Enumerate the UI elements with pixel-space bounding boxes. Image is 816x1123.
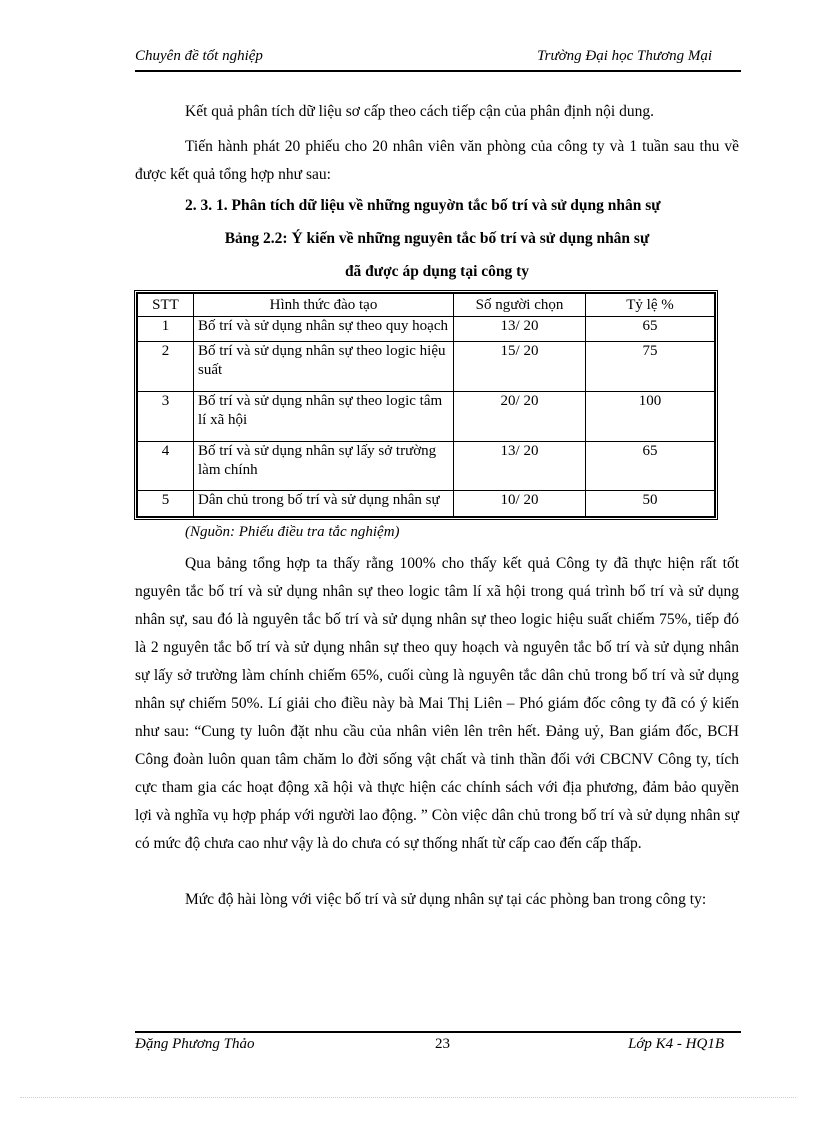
cell-form: Bố trí và sử dụng nhân sự theo logic tâm lí xã hội [194, 392, 454, 442]
cell-form: Dân chủ trong bố trí và sử dụng nhân sự [194, 491, 454, 517]
cell-percent: 75 [586, 342, 715, 392]
column-header-form: Hình thức đào tạo [194, 294, 454, 317]
header-document-type: Chuyên đề tốt nghiệp [135, 48, 263, 64]
cell-percent: 50 [586, 491, 715, 517]
survey-table [137, 293, 715, 517]
cell-stt: 3 [138, 392, 194, 442]
table-row [138, 392, 715, 442]
header-university: Trường Đại học Thương Mại [537, 48, 712, 64]
table-source-note: (Nguồn: Phiếu điều tra tắc nghiệm) [185, 524, 400, 540]
intro-paragraph: Tiến hành phát 20 phiếu cho 20 nhân viên văn phòng của công ty và 1 tuần sau thu về được kết quả tổng hợp như sau: [135, 138, 739, 183]
header-divider [135, 70, 741, 72]
column-header-stt: STT [138, 294, 194, 317]
cell-stt: 1 [138, 317, 194, 342]
cell-count: 20/ 20 [454, 392, 586, 442]
intro-line-1: Kết quả phân tích dữ liệu sơ cấp theo cách tiếp cận của phân định nội dung. [185, 103, 654, 120]
column-header-percent: Tỷ lệ % [586, 294, 715, 317]
cell-percent: 65 [586, 441, 715, 491]
cell-form: Bố trí và sử dụng nhân sự theo quy hoạch [194, 317, 454, 342]
table-row [138, 317, 715, 342]
section-heading: 2. 3. 1. Phân tích dữ liệu về những nguyờn tắc bố trí và sử dụng nhân sự [185, 197, 661, 214]
footer-class: Lớp K4 - HQ1B [628, 1036, 724, 1052]
cell-count: 10/ 20 [454, 491, 586, 517]
cell-percent: 100 [586, 392, 715, 442]
table-header-row [138, 294, 715, 317]
cell-count: 13/ 20 [454, 317, 586, 342]
page-bottom-edge [20, 1097, 796, 1098]
table-row [138, 491, 715, 517]
closing-paragraph: Mức độ hài lòng với việc bố trí và sử dụng nhân sự tại các phòng ban trong công ty: [185, 891, 707, 908]
table-title: Bảng 2.2: Ý kiến về những nguyên tắc bố trí và sử dụng nhân sự [224, 230, 650, 247]
table-subtitle: đã được áp dụng tại công ty [344, 263, 530, 280]
column-header-count: Số người chọn [454, 294, 586, 317]
cell-stt: 5 [138, 491, 194, 517]
table-row [138, 342, 715, 392]
page-header [135, 48, 740, 68]
footer-author: Đặng Phương Thảo [135, 1036, 255, 1052]
cell-form: Bố trí và sử dụng nhân sự lấy sở trường làm chính [194, 441, 454, 491]
table-frame [134, 290, 718, 520]
cell-stt: 4 [138, 441, 194, 491]
page-number: 23 [435, 1036, 450, 1052]
footer-divider [135, 1031, 741, 1033]
cell-stt: 2 [138, 342, 194, 392]
cell-percent: 65 [586, 317, 715, 342]
analysis-paragraph: Qua bảng tổng hợp ta thấy rằng 100% cho thấy kết quả Công ty đã thực hiện rất tốt nguyên tắc bố trí và sử dụng nhân sự theo logic tâm lí xã hội trong quá trình bố trí và sử dụng nhân sự, sau đó là nguyên tắc bố trí và sử dụng nhân sự theo logic hiệu suất chiếm 75%, tiếp đó là 2 nguyên tắc bố trí và sử dụng nhân sự theo quy hoạch và nguyên tắc bố trí và sử dụng nhân sự lấy sở trường làm chính chiếm 65%, cuối cùng là nguyên tắc dân chủ trong bố trí và sử dụng nhân sự chiếm 50%. Lí giải cho điều này bà Mai Thị Liên – Phó giám đốc công ty đã có ý kiến như sau: “Cung ty luôn đặt nhu cầu của nhân viên lên trên hết. Đảng uỷ, Ban giám đốc, BCH Công đoàn luôn quan tâm chăm lo đời sống vật chất và tinh thần đối với CBCNV Công ty, tích cực tham gia các hoạt động xã hội và thực hiện các chính sách với địa phương, đảm bảo quyền lợi và nghĩa vụ hợp pháp với người lao động. ” Còn việc dân chủ trong bố trí và sử dụng nhân sự có mức độ chưa cao như vậy là do chưa có sự thống nhất từ cấp cao đến cấp thấp. [135, 555, 739, 852]
table-row [138, 441, 715, 491]
cell-count: 15/ 20 [454, 342, 586, 392]
cell-count: 13/ 20 [454, 441, 586, 491]
cell-form: Bố trí và sử dụng nhân sự theo logic hiệu suất [194, 342, 454, 392]
page-footer [135, 1036, 740, 1058]
